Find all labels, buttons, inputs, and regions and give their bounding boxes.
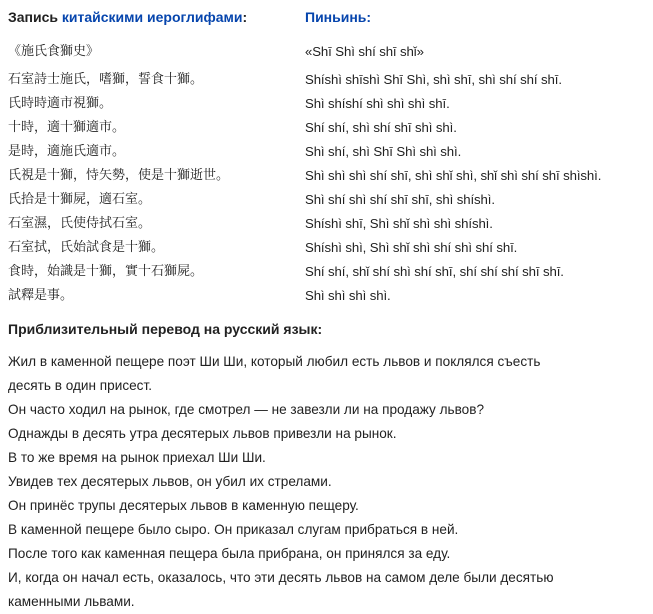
pinyin-line: Shì shí, shì Shī Shì shì shì. <box>305 144 462 159</box>
chinese-line: 十時，適十獅適市。 <box>8 120 126 135</box>
chinese-line: 石室濕，氏使侍拭石室。 <box>8 216 152 231</box>
translation-line: Увидев тех десятерых львов, он убил их стрелами. <box>8 474 332 489</box>
translation-line: Однажды в десять утра десятерых львов привезли на рынок. <box>8 426 397 441</box>
translation-line: каменными львами. <box>8 594 135 609</box>
pinyin-line: Shíshì shī, Shì shǐ shì shì shíshì. <box>305 216 493 231</box>
translation-line: Жил в каменной пещере поэт Ши Ши, который любил есть львов и поклялся съесть <box>8 354 541 369</box>
chinese-heading-suffix: : <box>242 9 248 25</box>
chinese-line: 氏視是十獅，恃矢勢，使是十獅逝世。 <box>8 168 230 183</box>
chinese-line: 試釋是事。 <box>8 288 74 303</box>
translation-line: В каменной пещере было сыро. Он приказал слугам прибраться в ней. <box>8 522 459 537</box>
chinese-heading-prefix: Запись <box>8 9 62 25</box>
chinese-title: 《施氏食獅史》 <box>8 44 100 59</box>
pinyin-line: Shíshì shì, Shì shǐ shì shí shì shí shī. <box>305 240 518 255</box>
pinyin-column <box>305 8 650 308</box>
translation-line: В то же время на рынок приехал Ши Ши. <box>8 450 266 465</box>
chinese-line: 食時，始識是十獅，實十石獅屍。 <box>8 264 204 279</box>
translation-line: И, когда он начал есть, оказалось, что эти десять львов на самом деле были десятью <box>8 570 554 585</box>
pinyin-title: «Shī Shì shí shī shǐ» <box>305 44 424 59</box>
chinese-text <box>8 40 298 308</box>
translation-line: десять в один присест. <box>8 378 152 393</box>
pinyin-line: Shíshì shīshì Shī Shì, shì shī, shì shí shí shī. <box>305 72 562 87</box>
pinyin-line: Shì shì shì shì. <box>305 288 391 303</box>
pinyin-line: Shí shí, shì shí shī shì shì. <box>305 120 457 135</box>
chinese-line: 石室詩士施氏，嗜獅，誓食十獅。 <box>8 72 204 87</box>
pinyin-text <box>305 40 650 308</box>
chinese-characters-link[interactable]: китайскими иероглифами <box>61 9 243 25</box>
translation-text <box>8 350 648 614</box>
chinese-line: 石室拭，氏始試食是十獅。 <box>8 240 165 255</box>
pinyin-line: Shí shí, shǐ shí shì shí shī, shí shí shí shī shī. <box>305 264 564 279</box>
chinese-line: 氏拾是十獅屍，適石室。 <box>8 192 152 207</box>
translation-heading: Приблизительный перевод на русский язык: <box>8 321 323 337</box>
translation-line: Он принёс трупы десятерых львов в каменную пещеру. <box>8 498 359 513</box>
pinyin-line: Shì shíshí shì shì shì shī. <box>305 96 450 111</box>
translation-line: Он часто ходил на рынок, где смотрел — не завезли ли на продажу львов? <box>8 402 484 417</box>
chinese-heading <box>8 8 298 28</box>
pinyin-heading[interactable]: Пиньинь: <box>305 9 372 25</box>
pinyin-line: Shì shì shì shí shī, shì shǐ shì, shǐ shì shí shī shìshì. <box>305 168 602 183</box>
translation-section <box>8 320 648 614</box>
chinese-line: 氏時時適市視獅。 <box>8 96 113 111</box>
chinese-column <box>8 8 298 308</box>
chinese-line: 是時，適施氏適市。 <box>8 144 126 159</box>
translation-line: После того как каменная пещера была прибрана, он принялся за еду. <box>8 546 451 561</box>
pinyin-line: Shì shí shì shí shī shī, shì shíshì. <box>305 192 495 207</box>
